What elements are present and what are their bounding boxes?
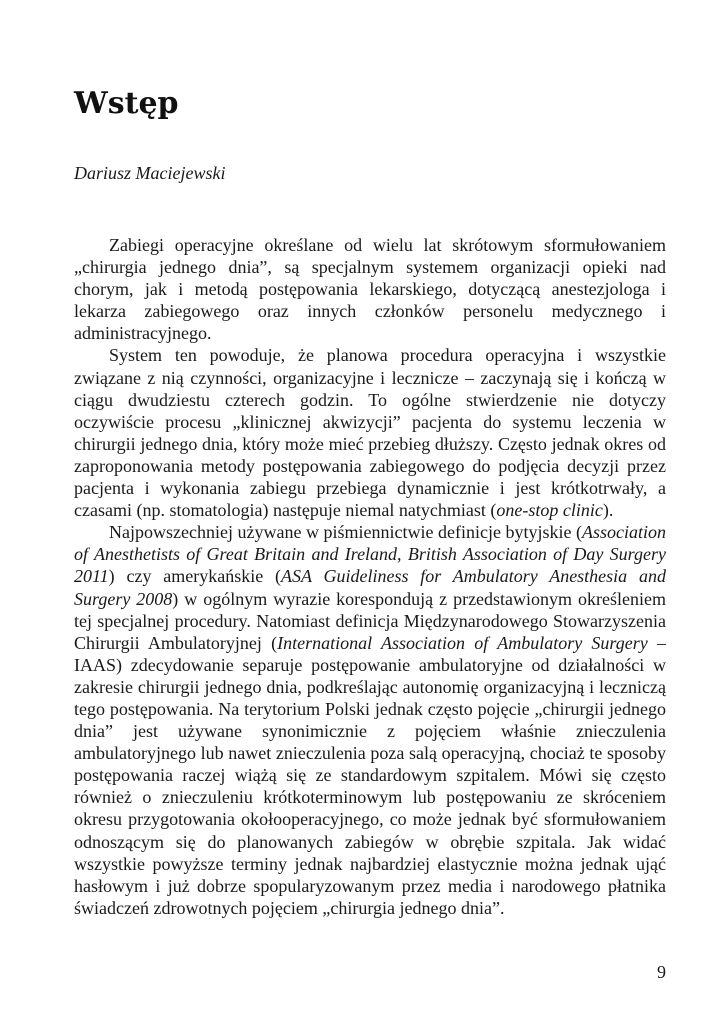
text-run: ) czy amerykańskie ( [108,566,281,587]
paragraph-1 [74,234,666,344]
text-run: Najpowszechniej używane w piśmiennictwie definicje bytyjskie ( [109,522,582,543]
text-run: ) w ogólnym wyrazie korespondują z przedstawionym określeniem tej specjalnej procedury. Natomiast definicja Międzynarodowego Stowarzyszenia Chirurgii Ambulatoryjnej ( [74,588,666,653]
paragraph-2 [74,344,666,521]
chapter-title: Wstęp [74,86,179,121]
author-name: Dariusz Maciejewski [74,163,226,183]
italic-run: Association of Anesthetists of Great Britain and Ireland, British Association of Day Surgery 2011 [74,522,666,587]
text-run: Zabiegi operacyjne określane od wielu lat skrótowym sformułowaniem „chirurgia jednego dnia”, są specjalnym systemem organizacji opieki nad chorym, jak i metodą postępowania lekarskiego, dotyczącą anestezjologa i lekarza zabiegowego oraz innych członków personelu medycznego i administracyjnego. [74,235,666,344]
paragraph-3 [74,521,666,919]
text-run: System ten powoduje, że planowa procedura operacyjna i wszystkie związane z nią czynności, organizacyjne i lecznicze – zaczynają się i kończą w ciągu dwudziestu czterech godzin. To ogólne stwierdzenie nie dotyczy oczywiście procesu „klinicznej akwizycji” pacjenta do systemu leczenia w chirurgii jednego dnia, który może mieć przebieg dłuższy. Często jednak okres od zaproponowania metody postępowania zabiegowego do podjęcia decyzji przez pacjenta i wykonania zabiegu przebiega dynamicznie i jest krótkotrwały, a czasami (np. stomatologia) następuje niemal natychmiast ( [74,345,666,521]
italic-run: ASA Guideliness for Ambulatory Anesthesia and Surgery 2008 [74,566,666,609]
italic-run: International Association of Ambulatory Surgery [277,632,648,653]
text-run: ). [602,500,614,521]
text-run: – IAAS) zdecydowanie separuje postępowanie ambulatoryjne od działalności w zakresie chirurgii jednego dnia, podkreślając autonomię organizacyjną i leczniczą tego postępowania. Na terytorium Polski jednak często pojęcie „chirurgii jednego dnia” jest używane synonimicznie z pojęciem właśnie znieczulenia ambulatoryjnego lub nawet znieczulenia poza salą operacyjną, chociaż te sposoby postępowania raczej wiążą się ze standardowym szpitalem. Mówi się często również o znieczuleniu krótkoterminowym lub postępowaniu ze skróceniem okresu przygotowania okołooperacyjnego, co może jednak być sformułowaniem odnoszącym się do planowanych zabiegów w obrębie szpitala. Jak widać wszystkie powyższe terminy jednak najbardziej elastycznie można jednak ująć hasłowym i już dobrze spopularyzowanym przez media i narodowego płatnika świadczeń zdrowotnych pojęciem „chirurgia jednego dnia”. [74,632,667,918]
italic-run: one-stop clinic [496,500,603,521]
body-text [74,234,666,919]
page-number: 9 [657,962,666,982]
